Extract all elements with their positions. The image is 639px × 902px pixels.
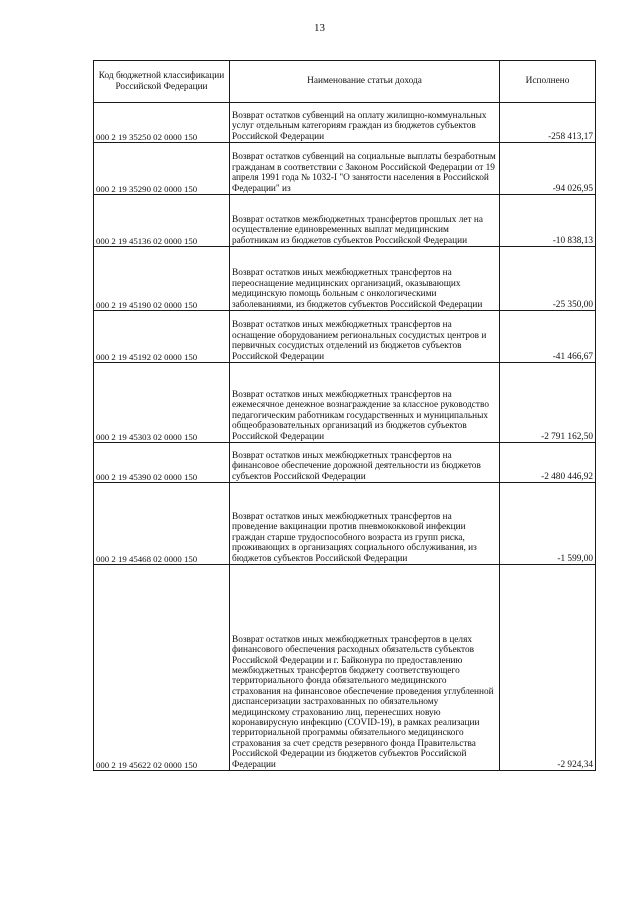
row-code: 000 2 19 45468 02 0000 150: [94, 483, 230, 565]
row-value: -10 838,13: [500, 195, 596, 247]
header-value: Исполнено: [500, 61, 596, 103]
row-code: 000 2 19 35250 02 0000 150: [94, 103, 230, 143]
table-row: [94, 483, 596, 565]
row-code: 000 2 19 45303 02 0000 150: [94, 363, 230, 443]
table-row: [94, 565, 596, 771]
row-code: 000 2 19 45390 02 0000 150: [94, 443, 230, 483]
row-name: Возврат остатков субвенций на социальные выплаты безработным гражданам в соответствии с Законом Российской Федерации от 19 апреля 1991 года № 1032-I "О занятости населения в Российской Федерации" из: [230, 143, 500, 195]
row-name: Возврат остатков иных межбюджетных трансфертов на финансовое обеспечение дорожной деятельности из бюджетов субъектов Российской Федерации: [230, 443, 500, 483]
row-value: -2 924,34: [500, 565, 596, 771]
table-header-row: [94, 61, 596, 103]
header-name: Наименование статьи дохода: [230, 61, 500, 103]
table-row: [94, 247, 596, 311]
row-code: 000 2 19 35290 02 0000 150: [94, 143, 230, 195]
row-name: Возврат остатков иных межбюджетных трансфертов в целях финансового обеспечения расходных обязательств субъектов Российской Федерации и г. Байконура по предоставлению межбюджетных трансфертов бюджету соответствующего территориального фонда обязательного медицинского страхования на финансовое обеспечение проведения углубленной диспансеризации застрахованных по обязательному медицинскому страхованию лиц, перенесших новую коронавирусную инфекцию (COVID-19), в рамках реализации территориальной программы обязательного медицинского страхования за счет средств резервного фонда Правительства Российской Федерации из бюджетов субъектов Российской Федерации: [230, 565, 500, 771]
row-name: Возврат остатков иных межбюджетных трансфертов на проведение вакцинации против пневмококковой инфекции граждан старше трудоспособного возраста из групп риска, проживающих в организациях социального обслуживания, из бюджетов субъектов Российской Федерации: [230, 483, 500, 565]
table-row: [94, 311, 596, 363]
row-code: 000 2 19 45190 02 0000 150: [94, 247, 230, 311]
row-code: 000 2 19 45192 02 0000 150: [94, 311, 230, 363]
revenue-table: [93, 60, 596, 771]
row-name: Возврат остатков иных межбюджетных трансфертов на оснащение оборудованием региональных сосудистых центров и первичных сосудистых отделений из бюджетов субъектов Российской Федерации: [230, 311, 500, 363]
row-name: Возврат остатков иных межбюджетных трансфертов на ежемесячное денежное вознаграждение за классное руководство педагогическим работникам государственных и муниципальных общеобразовательных организаций из бюджетов субъектов Российской Федерации: [230, 363, 500, 443]
table-row: [94, 195, 596, 247]
row-name: Возврат остатков иных межбюджетных трансфертов на переоснащение медицинских организаций, оказывающих медицинскую помощь больным с онкологическими заболеваниями, из бюджетов субъектов Российской Федерации: [230, 247, 500, 311]
table-row: [94, 443, 596, 483]
page-number: 13: [314, 22, 325, 34]
row-value: -1 599,00: [500, 483, 596, 565]
row-code: 000 2 19 45136 02 0000 150: [94, 195, 230, 247]
row-value: -2 791 162,50: [500, 363, 596, 443]
row-value: -41 466,67: [500, 311, 596, 363]
row-name: Возврат остатков межбюджетных трансфертов прошлых лет на осуществление единовременных выплат медицинским работникам из бюджетов субъектов Российской Федерации: [230, 195, 500, 247]
table-row: [94, 103, 596, 143]
table-row: [94, 143, 596, 195]
row-value: -25 350,00: [500, 247, 596, 311]
row-name: Возврат остатков субвенций на оплату жилищно-коммунальных услуг отдельным категориям граждан из бюджетов субъектов Российской Федерации: [230, 103, 500, 143]
row-value: -94 026,95: [500, 143, 596, 195]
header-code: Код бюджетной классификации Российской Федерации: [94, 61, 230, 103]
row-code: 000 2 19 45622 02 0000 150: [94, 565, 230, 771]
row-value: -258 413,17: [500, 103, 596, 143]
table-row: [94, 363, 596, 443]
row-value: -2 480 446,92: [500, 443, 596, 483]
